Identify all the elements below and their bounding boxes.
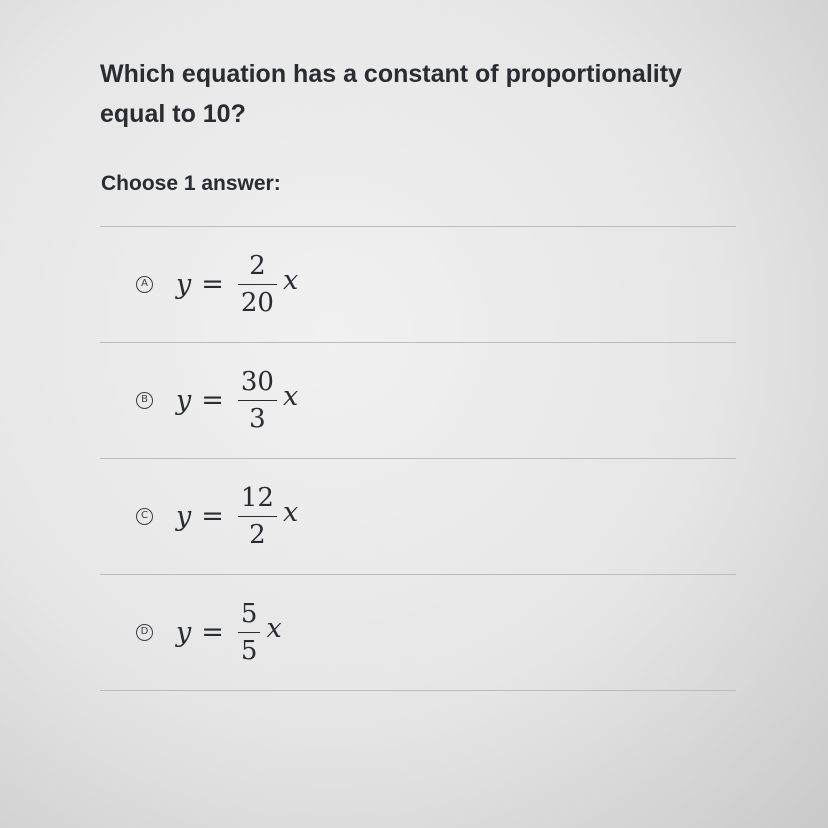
equation-a [176, 227, 298, 342]
rhs-var: x [282, 497, 299, 528]
equals-sign: = [201, 617, 224, 648]
numerator: 12 [240, 482, 274, 513]
rhs-var: x [266, 613, 282, 644]
numerator: 5 [240, 598, 258, 629]
denominator: 3 [249, 404, 266, 435]
fraction-bar [238, 632, 261, 634]
equals-sign: = [201, 269, 224, 300]
fraction [238, 366, 277, 436]
equation-c [176, 459, 298, 574]
denominator: 5 [240, 636, 258, 667]
question-line-1: Which equation has a constant of proportionality [100, 60, 682, 88]
fraction [238, 598, 261, 668]
choice-b[interactable] [100, 343, 736, 459]
numerator: 30 [240, 366, 274, 397]
numerator: 2 [249, 250, 266, 281]
radio-bubble-b[interactable]: B [136, 392, 153, 409]
rhs-var: x [282, 381, 299, 412]
fraction-bar [238, 400, 277, 402]
radio-bubble-d[interactable]: D [136, 624, 153, 641]
choice-c[interactable] [100, 459, 736, 575]
radio-bubble-a[interactable]: A [136, 276, 153, 293]
answer-choices [100, 226, 736, 691]
question-line-2: equal to 10? [100, 100, 246, 128]
radio-bubble-c[interactable]: C [136, 508, 153, 525]
lhs-var: y [176, 269, 192, 300]
fraction [238, 482, 277, 552]
fraction [238, 250, 277, 320]
fraction-bar [238, 516, 277, 518]
equals-sign: = [201, 385, 224, 416]
question-text [100, 54, 760, 134]
equation-d [176, 575, 282, 690]
lhs-var: y [176, 501, 192, 532]
denominator: 2 [249, 520, 266, 551]
equals-sign: = [201, 501, 224, 532]
lhs-var: y [176, 385, 192, 416]
denominator: 20 [240, 288, 274, 319]
lhs-var: y [176, 617, 192, 648]
fraction-bar [238, 284, 277, 286]
equation-b [176, 343, 298, 458]
rhs-var: x [282, 265, 299, 296]
choice-d[interactable] [100, 575, 736, 691]
choice-a[interactable] [100, 227, 736, 343]
choose-prompt: Choose 1 answer: [101, 172, 281, 195]
